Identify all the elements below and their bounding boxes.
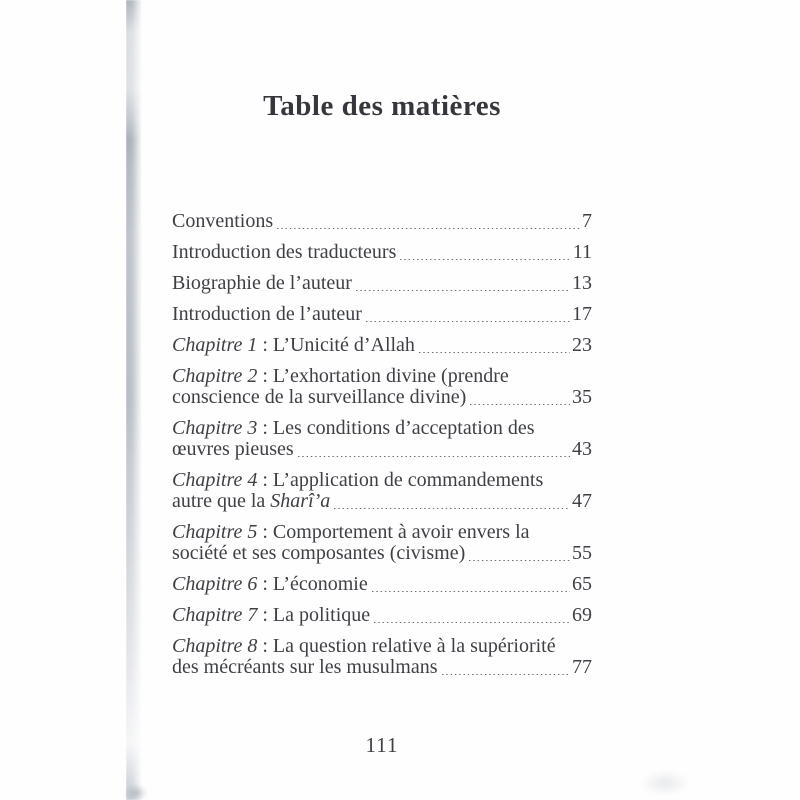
toc-entry-text: Chapitre 6 : L’économie [172,573,368,595]
toc-entry-text: Introduction de l’auteur [172,303,362,325]
toc-entry [172,418,592,460]
toc-entry [172,273,592,294]
dotted-leader [419,351,570,353]
toc-entry-text: Conventions [172,210,274,232]
dotted-leader [356,289,570,291]
dotted-leader [442,673,571,675]
toc-entry-line [172,273,592,294]
toc-entry-text: Chapitre 7 : La politique [172,604,371,626]
toc-entry-text: Chapitre 1 : L’Unicité d’Allah [172,334,415,356]
toc-entry-text: œuvres pieuses [172,438,294,460]
book-gutter-shadow [126,0,144,800]
toc-entry [172,304,592,325]
toc-entry-text: Biographie de l’auteur [172,272,352,294]
toc-entry [172,211,592,232]
page-title: Table des matières [263,90,501,122]
toc-entry-line [172,366,592,387]
toc-entry-line [172,470,592,491]
toc-entry [172,242,592,263]
toc-entry-text: Chapitre 8 : La question relative à la supériorité [172,635,556,657]
toc-entry-line [172,491,592,512]
toc-entry-line [172,657,592,678]
toc-entry-line [172,418,592,439]
scan-smudge [640,770,690,796]
toc-entry [172,522,592,564]
toc-entry-text: conscience de la surveillance divine) [172,386,467,408]
page-content [172,0,592,800]
dotted-leader [372,590,570,592]
dotted-leader [470,403,570,405]
toc-page-number: 23 [572,334,592,356]
toc-entry-line [172,304,592,325]
toc-page-number: 17 [572,303,592,325]
toc-entry-line [172,574,592,595]
toc-entry-text: des mécréants sur les musulmans [172,656,438,678]
scan-smudge [124,784,148,800]
toc-page-number: 65 [572,573,592,595]
toc-page-number: 77 [572,656,592,678]
toc-page-number: 7 [582,210,592,232]
toc-page-number: 11 [572,241,592,263]
dotted-leader [334,507,570,509]
toc-entry-text: Introduction des traducteurs [172,241,397,263]
dotted-leader [277,227,580,229]
toc-page-number: 13 [572,272,592,294]
toc-list [172,211,592,688]
toc-entry-line [172,543,592,564]
toc-page-number: 69 [572,604,592,626]
toc-entry-line [172,522,592,543]
dotted-leader [469,559,570,561]
toc-entry [172,574,592,595]
toc-page-number: 55 [572,542,592,564]
toc-page-number: 43 [572,438,592,460]
toc-entry-line [172,242,592,263]
toc-entry [172,335,592,356]
toc-page-number: 35 [572,386,592,408]
folio-page-number: 111 [365,733,399,757]
toc-entry [172,366,592,408]
dotted-leader [366,320,570,322]
toc-entry-text: autre que la Sharî’a [172,490,331,512]
toc-entry-line [172,335,592,356]
toc-entry [172,470,592,512]
dotted-leader [374,621,570,623]
dotted-leader [400,258,570,260]
toc-entry-line [172,439,592,460]
toc-page-number: 47 [572,490,592,512]
dotted-leader [298,455,570,457]
toc-entry-text: société et ses composantes (civisme) [172,542,466,564]
toc-entry-line [172,605,592,626]
toc-entry-text: Chapitre 4 : L’application de commandements [172,469,544,491]
toc-entry-text: Chapitre 3 : Les conditions d’acceptation des [172,417,535,439]
toc-entry [172,605,592,626]
toc-entry [172,636,592,678]
toc-entry-line [172,211,592,232]
toc-entry-text: Chapitre 2 : L’exhortation divine (prendre [172,365,509,387]
toc-entry-text: Chapitre 5 : Comportement à avoir envers la [172,521,530,543]
toc-entry-line [172,387,592,408]
toc-entry-line [172,636,592,657]
